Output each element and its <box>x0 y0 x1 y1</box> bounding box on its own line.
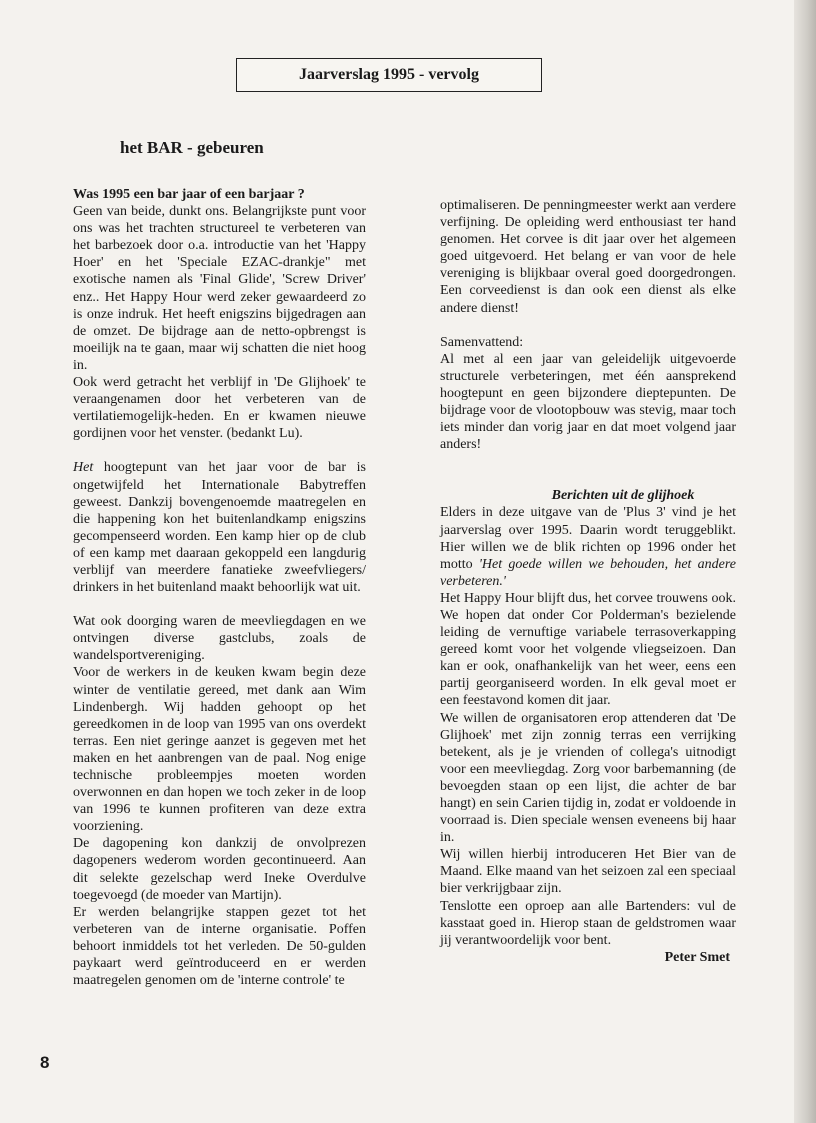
page-number: 8 <box>40 1053 50 1072</box>
question-heading: Was 1995 een bar jaar of een barjaar ? <box>73 187 305 202</box>
italic-word: Het <box>73 460 94 476</box>
right-column <box>440 197 736 966</box>
paragraph: Voor de werkers in de keuken kwam begin deze winter de ventilatie gereed, met dank aan Wim Lindenbergh. Wij hadden gehoopt op het gereedkomen in de loop van 1995 van ons overdekt terras. Een niet geringe aanzet is gegeven met het maken en het aanbrengen van de paal. Nog enige technische probleempjes moeten worden overwonnen en dan hopen we toch zeker in de loop van 1996 te kunnen profiteren van deze extra voorziening. <box>73 665 366 835</box>
left-column <box>73 186 366 989</box>
paragraph: Al met al een jaar van geleidelijk uitgevoerde structurele verbeteringen, met één aansprekend hoogtepunt en geen bijzondere dieptepunten. De bijdrage voor de vlootopbouw was stevig, maar toch iets minder dan vorig jaar en dat moet volgend jaar anders! <box>440 351 736 453</box>
paragraph: Wij willen hierbij introduceren Het Bier van de Maand. Elke maand van het seizoen zal een speciaal bier verkrijgbaar zijn. <box>440 847 736 897</box>
page-edge <box>794 0 816 1123</box>
page-title <box>236 58 542 92</box>
paragraph: Wat ook doorging waren de meevliegdagen en we ontvingen diverse gastclubs, zoals de wandelsportvereniging. <box>73 614 366 664</box>
summary-label: Samenvattend: <box>440 334 524 350</box>
paragraph: Ook werd getracht het verblijf in 'De Glijhoek' te veraangenamen door het verbeteren van de vertilatiemogelijk-heden. En er kwamen nieuwe gordijnen voor het venster. (bedankt Lu). <box>73 375 366 442</box>
section-heading: het BAR - gebeuren <box>120 138 264 157</box>
page-title-text: Jaarverslag 1995 - vervolg <box>299 66 479 83</box>
paragraph <box>440 504 736 589</box>
paragraph: We willen de organisatoren erop attenderen dat 'De Glijhoek' met zijn zonnig terras een verrijking betekent, als je je vrienden of collega's uitnodigt voor een meevliegdag. Zorg voor barbemanning (de bevoegden staan op een lijst, die achter de bar hangt) en sein Carien tijdig in, zodat er voldoende in voorraad is. Dien speciale wensen eveneens bij haar in. <box>440 710 736 846</box>
paragraph: De dagopening kon dankzij de onvolprezen dagopeners wederom worden gecontinueerd. Aan dit selekte gezelschap werd Ineke Overdulve toegevoegd (de moeder van Martijn). <box>73 836 366 903</box>
signature: Peter Smet <box>664 949 730 965</box>
paragraph: optimaliseren. De penningmeester werkt aan verdere verfijning. De opleiding werd enthousiast ter hand genomen. Het corvee is dit jaar over het algemeen goed uitgevoerd. Het belang er van voor de hele vereniging is blijkbaar overal goed doorgedrongen. Een corveedienst is dan ook een dienst als elke andere dienst! <box>440 198 736 316</box>
paragraph: Het Happy Hour blijft dus, het corvee trouwens ook. We hopen dat onder Cor Polderman's bezielende leiding de vernuftige variabele terrasoverkapping gereed komt voor het volgende vliegseizoen. Dan kan er ook, onafhankelijk van het weer, eens een partij georganiseerd worden. In elk geval moet er een feestavond komen dit jaar. <box>440 590 736 709</box>
paragraph <box>73 459 366 596</box>
motto: 'Het goede willen we behouden, het andere verbeteren.' <box>440 556 736 589</box>
paragraph: Geen van beide, dunkt ons. Belangrijkste punt voor ons was het trachten structureel te verbeteren van het barbezoek door o.a. introductie van het 'Happy Hoer' en het 'Speciale EZAC-drankje" met exotische namen als 'Final Glide', 'Screw Driver' enz.. Het Happy Hour werd zeker gewaardeerd zo is onze indruk. Het heeft enigszins bijgedragen aan de omzet. De bijdrage aan de netto-opbrengst is moeilijk na te gaan, maar wij schatten die niet hoog in. <box>73 204 366 373</box>
paragraph-text: hoogtepunt van het jaar voor de bar is ongetwijfeld het Internationale Babytreffen geweest. Dankzij bovengenoemde maatregelen en die happening kon het buitenlandkamp enigszins gecompenseerd worden. Een kamp hier op de club of een kamp met daaraan gekoppeld een langdurig verblijf van meerdere fanatieke zweefvliegers/ drinkers in het buitenland maakt behoorlijk wat uit. <box>73 460 366 596</box>
subheading: Berichten uit de glijhoek <box>551 488 695 504</box>
paragraph: Er werden belangrijke stappen gezet tot het verbeteren van de interne organisatie. Poffen behoort inmiddels tot het verleden. De 50-gulden paykaart werd geïntroduceerd en er werden maatregelen genomen om de 'interne controle' te <box>73 904 366 989</box>
paragraph-text: Elders in deze uitgave van de 'Plus 3' vind je het jaarverslag over 1995. Daarin wordt teruggeblikt. Hier willen we de blik richten op 1996 onder het motto <box>440 505 736 572</box>
paragraph: Tenslotte een oproep aan alle Bartenders: vul de kasstaat goed in. Hierop staan de geldstromen waar jij verantwoordelijk voor bent. <box>440 898 736 948</box>
